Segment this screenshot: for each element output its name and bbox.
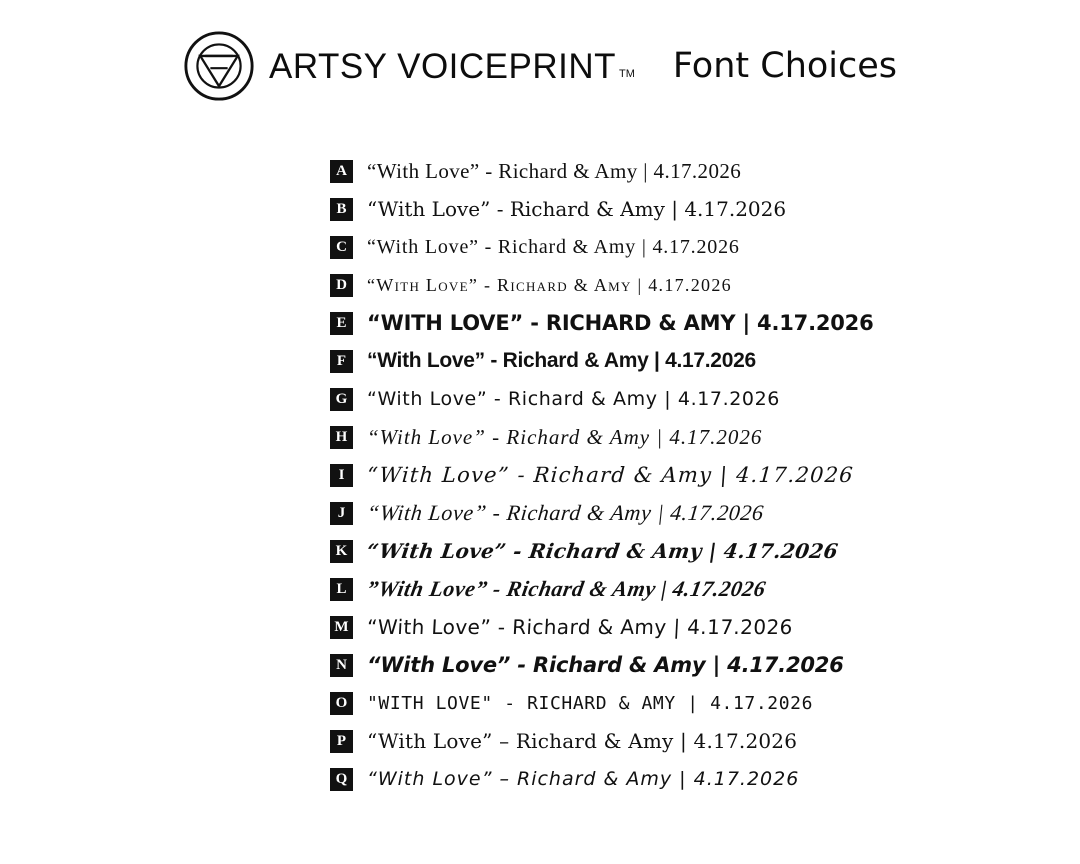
list-item[interactable] — [330, 190, 1080, 228]
font-sample-l: ”With Love” - Richard & Amy | 4.17.2026 — [364, 576, 768, 601]
brand-name: ARTSY VOICEPRINT — [268, 46, 617, 86]
option-badge-l: L — [330, 578, 353, 601]
option-badge-a: A — [330, 160, 353, 183]
option-badge-p: P — [330, 730, 353, 753]
font-sample-o: "WITH LOVE" - RICHARD & AMY | 4.17.2026 — [367, 692, 814, 714]
font-sample-h: “With Love” - Richard & Amy | 4.17.2026 — [367, 424, 763, 449]
option-badge-o: O — [330, 692, 353, 715]
font-sample-n: “With Love” - Richard & Amy | 4.17.2026 — [367, 653, 844, 677]
list-item[interactable] — [330, 418, 1080, 456]
font-sample-k: “With Love” - Richard & Amy | 4.17.2026 — [365, 539, 840, 563]
list-item[interactable] — [330, 646, 1080, 684]
list-item[interactable] — [330, 456, 1080, 494]
font-sample-f: “With Love” - Richard & Amy | 4.17.2026 — [367, 349, 756, 372]
font-sample-q: “With Love” – Richard & Amy | 4.17.2026 — [367, 768, 800, 790]
font-sample-d: “With Love” - Richard & Amy | 4.17.2026 — [367, 274, 732, 295]
option-badge-h: H — [330, 426, 353, 449]
option-badge-g: G — [330, 388, 353, 411]
font-choices-list — [0, 152, 1080, 798]
option-badge-b: B — [330, 198, 353, 221]
font-sample-j: “With Love” - Richard & Amy | 4.17.2026 — [365, 500, 766, 525]
option-badge-k: K — [330, 540, 353, 563]
trademark-mark: TM — [619, 67, 635, 80]
page-title: Font Choices — [672, 45, 898, 86]
list-item[interactable] — [330, 228, 1080, 266]
font-sample-c: “With Love” - Richard & Amy | 4.17.2026 — [367, 235, 740, 258]
option-badge-f: F — [330, 350, 353, 373]
font-sample-i: “With Love” - Richard & Amy | 4.17.2026 — [366, 463, 855, 487]
font-sample-g: “With Love” - Richard & Amy | 4.17.2026 — [367, 388, 780, 410]
option-badge-e: E — [330, 312, 353, 335]
option-badge-m: M — [330, 616, 353, 639]
list-item[interactable] — [330, 760, 1080, 798]
font-sample-b: “With Love” - Richard & Amy | 4.17.2026 — [367, 197, 787, 221]
list-item[interactable] — [330, 684, 1080, 722]
option-badge-d: D — [330, 274, 353, 297]
list-item[interactable] — [330, 342, 1080, 380]
option-badge-c: C — [330, 236, 353, 259]
artsy-voiceprint-monogram-icon — [183, 30, 255, 102]
font-sample-a: “With Love” - Richard & Amy | 4.17.2026 — [367, 158, 742, 183]
font-sample-p: “With Love” – Richard & Amy | 4.17.2026 — [367, 729, 798, 753]
option-badge-n: N — [330, 654, 353, 677]
brand-lockup — [268, 46, 635, 86]
list-item[interactable] — [330, 304, 1080, 342]
list-item[interactable] — [330, 494, 1080, 532]
page-header — [0, 0, 1080, 102]
list-item[interactable] — [330, 570, 1080, 608]
list-item[interactable] — [330, 608, 1080, 646]
list-item[interactable] — [330, 266, 1080, 304]
list-item[interactable] — [330, 532, 1080, 570]
font-sample-m: “With Love” - Richard & Amy | 4.17.2026 — [366, 615, 794, 639]
option-badge-i: I — [330, 464, 353, 487]
font-sample-e: “WITH LOVE” - RICHARD & AMY | 4.17.2026 — [367, 311, 874, 335]
list-item[interactable] — [330, 380, 1080, 418]
option-badge-q: Q — [330, 768, 353, 791]
option-badge-j: J — [330, 502, 353, 525]
list-item[interactable] — [330, 722, 1080, 760]
list-item[interactable] — [330, 152, 1080, 190]
